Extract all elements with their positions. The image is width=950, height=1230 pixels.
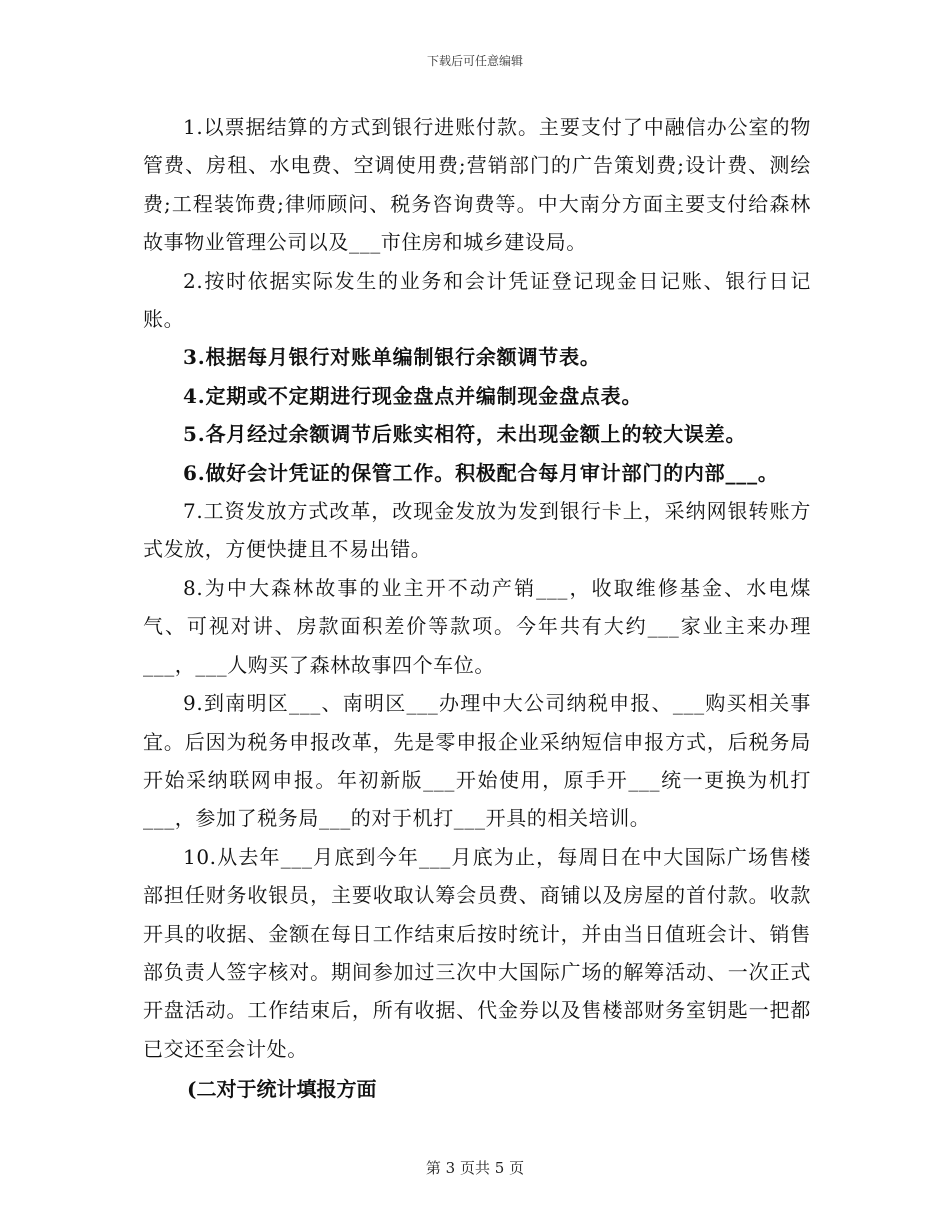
paragraph-9: 9.到南明区___、南明区___办理中大公司纳税申报、___购买相关事宜。后因为税务申报改革，先是零申报企业采纳短信申报方式，后税务局开始采纳联网申报。年初新版___开始使用，原手开___统一更换为机打___，参加了税务局___的对于机打___开具的相关培训。 <box>143 691 811 831</box>
section-heading: (二对于统计填报方面 <box>187 1077 377 1102</box>
paragraph-3: 3.根据每月银行对账单编制银行余额调节表。 <box>183 345 601 370</box>
page-header: 下载后可任意编辑 <box>426 54 523 68</box>
paragraph-4: 4.定期或不定期进行现金盘点并编制现金盘点表。 <box>183 383 643 408</box>
paragraph-1: 1.以票据结算的方式到银行进账付款。主要支付了中融信办公室的物管费、房租、水电费、空调使用费;营销部门的广告策划费;设计费、测绘费;工程装饰费;律师顾问、税务咨询费等。中大南分方面主要支付给森林故事物业管理公司以及___市住房和城乡建设局。 <box>143 115 811 255</box>
paragraph-8: 8.为中大森林故事的业主开不动产销___，收取维修基金、水电煤气、可视对讲、房款面积差价等款项。今年共有大约___家业主来办理___，___人购买了森林故事四个车位。 <box>143 575 811 677</box>
paragraph-2: 2.按时依据实际发生的业务和会计凭证登记现金日记账、银行日记账。 <box>143 268 811 332</box>
paragraph-5: 5.各月经过余额调节后账实相符，未出现金额上的较大误差。 <box>183 422 747 447</box>
paragraph-7: 7.工资发放方式改革，改现金发放为发到银行卡上，采纳网银转账方式发放，方便快捷且不易出错。 <box>143 499 811 562</box>
paragraph-10: 10.从去年___月底到今年___月底为止，每周日在中大国际广场售楼部担任财务收银员，主要收取认筹会员费、商铺以及房屋的首付款。收款开具的收据、金额在每日工作结束后按时统计，并由当日值班会计、销售部负责人签字核对。期间参加过三次中大国际广场的解筹活动、一次正式开盘活动。工作结束后，所有收据、代金券以及售楼部财务室钥匙一把都已交还至会计处。 <box>143 844 811 1061</box>
page-footer: 第 3 页共 5 页 <box>425 1159 525 1177</box>
paragraph-6: 6.做好会计凭证的保管工作。积极配合每月审计部门的内部___。 <box>183 460 779 485</box>
document-body <box>143 108 811 1109</box>
